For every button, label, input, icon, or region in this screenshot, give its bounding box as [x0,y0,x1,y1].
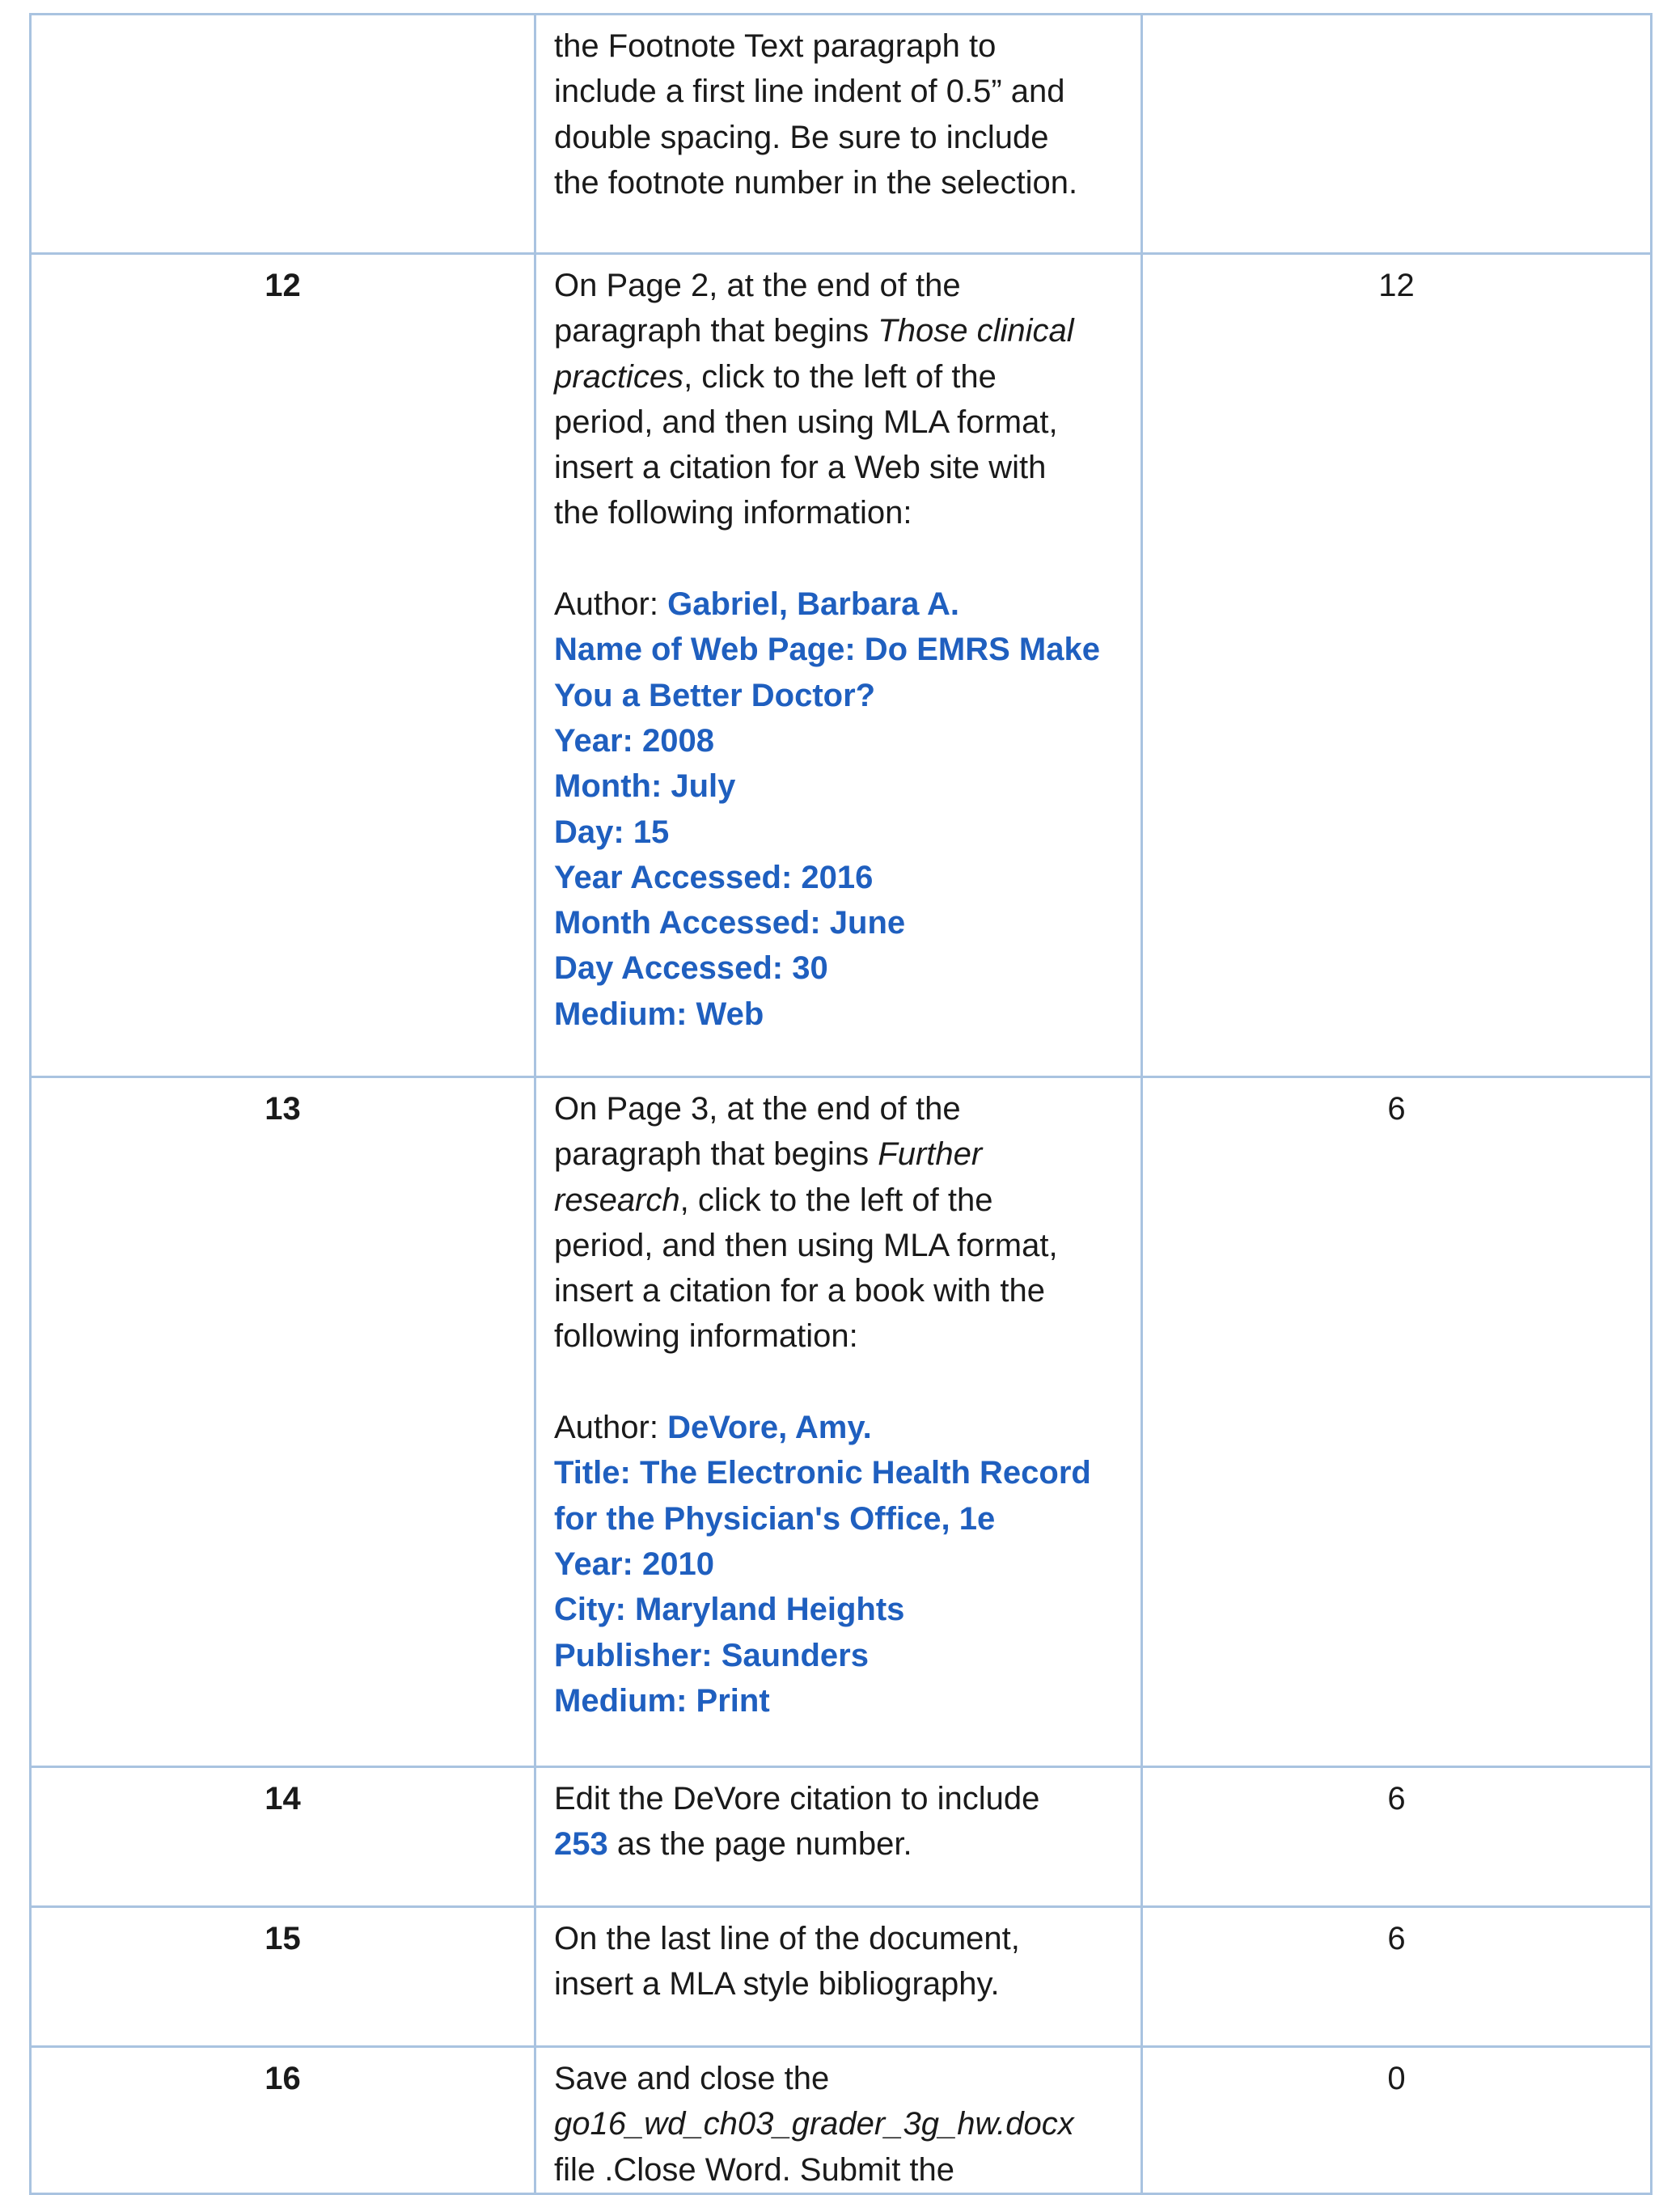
citation-detail: Publisher: Saunders [554,1637,869,1673]
instruction-line: Edit the DeVore citation to include [554,1781,1040,1816]
step-number-cell: 13 [31,1077,535,1767]
step-number-cell: 12 [31,254,535,1077]
instruction-text: paragraph that begins [554,313,878,349]
citation-detail: Name of Web Page: Do EMRS Make [554,632,1100,668]
citation-detail: City: Maryland Heights [554,1592,905,1628]
table-row [31,2047,1652,2194]
instruction-cell [535,15,1142,254]
table-row [31,1077,1652,1767]
instruction-line: file .Close Word. Submit the [554,2151,955,2188]
instruction-line: On Page 2, at the end of the [554,268,961,303]
step-number-cell: 14 [31,1767,535,1907]
citation-detail: Day: 15 [554,814,670,850]
instruction-line: the footnote number in the selection. [554,164,1078,201]
table-row [31,15,1652,254]
citation-detail: Year: 2010 [554,1546,714,1582]
table-row [31,1907,1652,2047]
citation-detail: Medium: Web [554,996,764,1032]
instruction-line: insert a MLA style bibliography. [554,1966,1000,2003]
instruction-line [554,354,1124,400]
instruction-line: the Footnote Text paragraph to [554,28,997,64]
step-number-cell: 15 [31,1907,535,2047]
step-number-cell: 16 [31,2047,535,2194]
instruction-line: period, and then using MLA format, [554,404,1058,440]
quoted-phrase: Further [878,1136,983,1173]
instruction-text: paragraph that begins [554,1136,878,1173]
points-cell: 0 [1142,2047,1652,2194]
instruction-line: Save and close the [554,2061,830,2096]
instruction-cell [535,2047,1142,2194]
quoted-phrase: research [554,1182,680,1218]
table-row [31,1767,1652,1907]
citation-author-line [554,1405,1124,1450]
table-row [31,254,1652,1077]
quoted-phrase: Those clinical [878,313,1074,349]
citation-detail: Medium: Print [554,1682,770,1719]
citation-detail: You a Better Doctor? [554,677,876,713]
instruction-text: as the page number. [607,1826,912,1863]
file-name: go16_wd_ch03_grader_3g_hw.docx [554,2106,1074,2142]
instruction-line: the following information: [554,495,912,531]
author-label: Author: [554,1410,668,1446]
grader-instructions-table [29,13,1652,2195]
citation-detail: for the Physician's Office, 1e [554,1500,996,1537]
spacer [554,536,1124,582]
author-label: Author: [554,586,668,623]
instruction-line [554,308,1124,353]
points-cell: 6 [1142,1907,1652,2047]
instruction-line [554,1131,1124,1177]
instruction-line: On the last line of the document, [554,1921,1020,1956]
instruction-line: insert a citation for a book with the [554,1273,1045,1309]
points-cell: 6 [1142,1767,1652,1907]
citation-detail: Year Accessed: 2016 [554,859,874,895]
instruction-line: double spacing. Be sure to include [554,119,1049,155]
instruction-line [554,1821,1124,1867]
citation-detail: Title: The Electronic Health Record [554,1455,1091,1491]
instruction-line: include a first line indent of 0.5” and [554,74,1065,110]
citation-author-line [554,582,1124,627]
instruction-line [554,2101,1124,2146]
instruction-cell [535,1907,1142,2047]
page-number-value: 253 [554,1826,608,1863]
author-value: DeVore, Amy. [667,1410,872,1446]
instruction-cell [535,1767,1142,1907]
quoted-phrase: practices [554,358,684,395]
instruction-line: insert a citation for a Web site with [554,450,1047,486]
instruction-line: following information: [554,1318,858,1355]
citation-detail: Month: July [554,768,736,805]
spacer [554,1360,1124,1405]
citation-detail: Month Accessed: June [554,905,906,941]
points-cell: 12 [1142,254,1652,1077]
instruction-cell [535,254,1142,1077]
step-number-cell [31,15,535,254]
instruction-text: , click to the left of the [683,358,997,395]
instruction-line: On Page 3, at the end of the [554,1091,961,1127]
instruction-line [554,1178,1124,1223]
citation-detail: Year: 2008 [554,722,714,759]
citation-detail: Day Accessed: 30 [554,950,828,987]
points-cell: 6 [1142,1077,1652,1767]
author-value: Gabriel, Barbara A. [667,586,959,623]
instruction-cell [535,1077,1142,1767]
instruction-line: period, and then using MLA format, [554,1227,1058,1263]
points-cell [1142,15,1652,254]
instruction-text: , click to the left of the [679,1182,993,1218]
